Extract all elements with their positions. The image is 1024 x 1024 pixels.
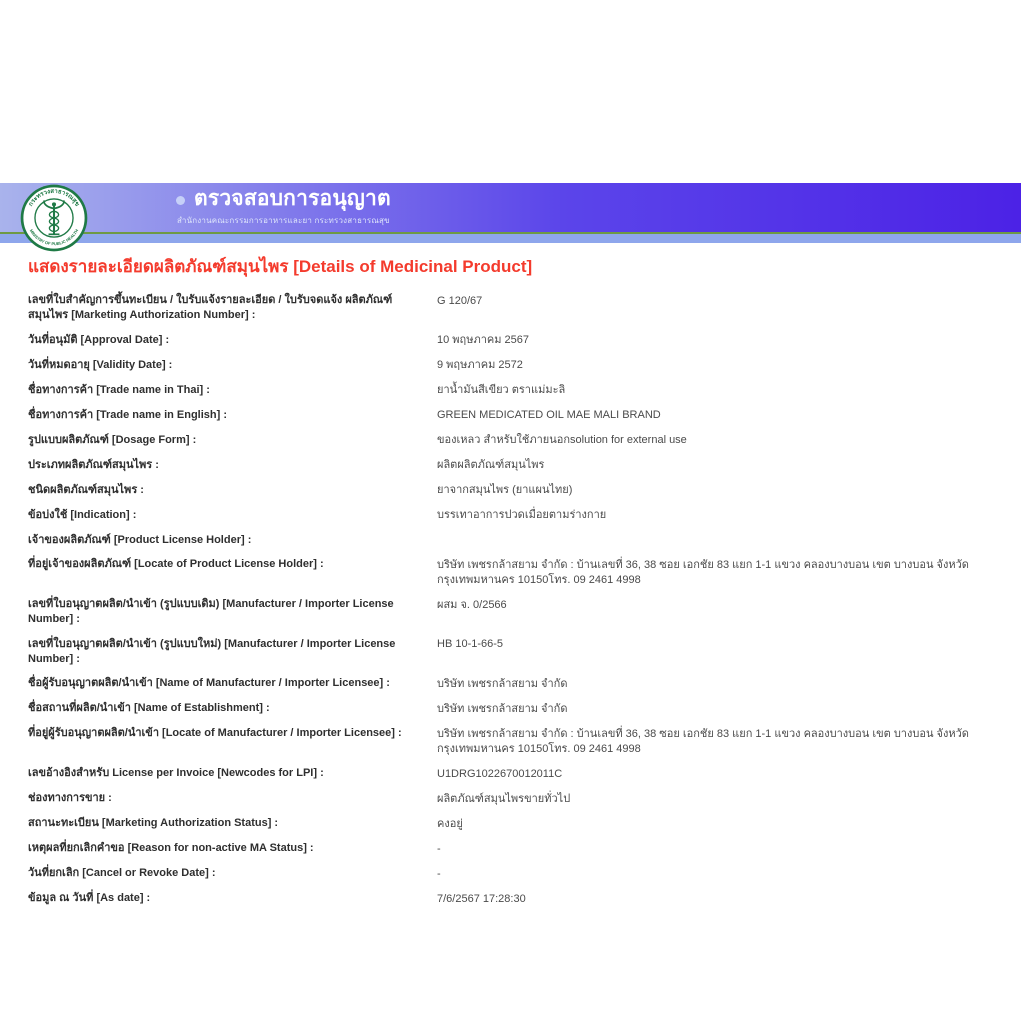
field-label: เลขอ้างอิงสำหรับ License per Invoice [Newcodes for LPI] : xyxy=(28,767,324,779)
header-subtitle: สำนักงานคณะกรรมการอาหารและยา กระทรวงสาธารณสุข xyxy=(177,216,390,225)
field-value: 10 พฤษภาคม 2567 xyxy=(437,334,530,346)
field-label: ช่องทางการขาย : xyxy=(28,792,112,804)
detail-row xyxy=(28,483,1000,499)
field-value xyxy=(437,533,1000,534)
detail-row xyxy=(28,333,1000,349)
detail-row xyxy=(28,533,1000,548)
field-value: บริษัท เพชรกล้าสยาม จำกัด xyxy=(437,677,568,690)
logo-arc-top-text: กระทรวงสาธารณสุข xyxy=(27,187,81,208)
field-label: ที่อยู่ผู้รับอนุญาตผลิต/นำเข้า [Locate of Manufacturer / Importer Licensee] : xyxy=(28,727,402,739)
field-label: ชื่อผู้รับอนุญาตผลิต/นำเข้า [Name of Manufacturer / Importer Licensee] : xyxy=(28,677,390,689)
detail-row xyxy=(28,433,1000,449)
header-bar xyxy=(0,183,1021,232)
field-label: ที่อยู่เจ้าของผลิตภัณฑ์ [Locate of Product License Holder] : xyxy=(28,558,324,570)
field-label: ชนิดผลิตภัณฑ์สมุนไพร : xyxy=(28,483,144,496)
detail-row xyxy=(28,841,1000,857)
field-value: บริษัท เพชรกล้าสยาม จำกัด xyxy=(437,702,568,715)
field-label: ประเภทผลิตภัณฑ์สมุนไพร : xyxy=(28,458,159,471)
field-label: เลขที่ใบอนุญาตผลิต/นำเข้า (รูปแบบเดิม) [Manufacturer / Importer License Number] : xyxy=(28,598,394,625)
detail-row xyxy=(28,816,1000,832)
field-label: สถานะทะเบียน [Marketing Authorization Status] : xyxy=(28,817,279,829)
field-value: บรรเทาอาการปวดเมื่อยตามร่างกาย xyxy=(437,509,607,521)
content xyxy=(28,250,1000,916)
field-value: บริษัท เพชรกล้าสยาม จำกัด : บ้านเลขที่ 36, 38 ซอย เอกชัย 83 แยก 1-1 แขวง คลองบางบอน เขต บางบอน จังหวัด กรุงเทพมหานคร 10150โทร. 09 2461 4998 xyxy=(437,727,969,755)
field-value: U1DRG1022670012011C xyxy=(437,767,563,780)
detail-row xyxy=(28,866,1000,882)
details-table xyxy=(28,293,1000,907)
field-label: รูปแบบผลิตภัณฑ์ [Dosage Form] : xyxy=(28,433,197,446)
field-value: ผสม จ. 0/2566 xyxy=(437,598,507,611)
field-value: G 120/67 xyxy=(437,294,483,307)
detail-row xyxy=(28,358,1000,374)
field-label: ชื่อทางการค้า [Trade name in Thai] : xyxy=(28,383,210,396)
detail-row xyxy=(28,726,1000,757)
detail-row xyxy=(28,637,1000,667)
detail-row xyxy=(28,557,1000,588)
field-value: 9 พฤษภาคม 2572 xyxy=(437,359,523,371)
detail-row xyxy=(28,383,1000,399)
moph-logo-icon xyxy=(20,184,88,252)
field-value: ผลิตผลิตภัณฑ์สมุนไพร xyxy=(437,459,545,471)
bullet-icon xyxy=(176,196,185,205)
page-title: แสดงรายละเอียดผลิตภัณฑ์สมุนไพร [Details of Medicinal Product] xyxy=(28,257,533,276)
field-value: ยาจากสมุนไพร (ยาแผนไทย) xyxy=(437,484,573,496)
field-label: ชื่อทางการค้า [Trade name in English] : xyxy=(28,408,228,421)
field-label: วันที่หมดอายุ [Validity Date] : xyxy=(28,358,173,371)
field-value: - xyxy=(437,867,441,880)
field-label: เลขที่ใบอนุญาตผลิต/นำเข้า (รูปแบบใหม่) [Manufacturer / Importer License Number] : xyxy=(28,637,396,665)
field-value: ผลิตภัณฑ์สมุนไพรขายทั่วไป xyxy=(437,792,571,805)
detail-row xyxy=(28,508,1000,524)
field-label: ชื่อสถานที่ผลิต/นำเข้า [Name of Establishment] : xyxy=(28,702,270,714)
field-value: GREEN MEDICATED OIL MAE MALI BRAND xyxy=(437,409,661,421)
field-value: บริษัท เพชรกล้าสยาม จำกัด : บ้านเลขที่ 36, 38 ซอย เอกชัย 83 แยก 1-1 แขวง คลองบางบอน เขต บางบอน จังหวัด กรุงเทพมหานคร 10150โทร. 09 2461 4998 xyxy=(437,558,969,586)
field-label: ข้อมูล ณ วันที่ [As date] : xyxy=(28,892,151,904)
detail-row xyxy=(28,676,1000,692)
field-label: เจ้าของผลิตภัณฑ์ [Product License Holder] : xyxy=(28,533,252,546)
header-blue-strip xyxy=(0,234,1021,243)
field-value: 7/6/2567 17:28:30 xyxy=(437,892,526,905)
detail-row xyxy=(28,597,1000,627)
header-text xyxy=(176,187,391,227)
field-value: HB 10-1-66-5 xyxy=(437,638,504,650)
field-value: - xyxy=(437,842,441,855)
field-label: ข้อบ่งใช้ [Indication] : xyxy=(28,508,137,521)
field-label: วันที่อนุมัติ [Approval Date] : xyxy=(28,333,170,346)
detail-row xyxy=(28,408,1000,424)
detail-row xyxy=(28,791,1000,807)
field-label: เหตุผลที่ยกเลิกคำขอ [Reason for non-active MA Status] : xyxy=(28,842,314,854)
detail-row xyxy=(28,891,1000,907)
field-label: วันที่ยกเลิก [Cancel or Revoke Date] : xyxy=(28,867,216,879)
field-value: ยาน้ำมันสีเขียว ตราแม่มะลิ xyxy=(437,384,566,396)
header-title: ตรวจสอบการอนุญาต xyxy=(194,187,391,210)
field-value: ของเหลว สำหรับใช้ภายนอกsolution for external use xyxy=(437,434,687,446)
detail-row xyxy=(28,458,1000,474)
field-value: คงอยู่ xyxy=(437,817,463,830)
detail-row xyxy=(28,701,1000,717)
detail-row xyxy=(28,293,1000,323)
field-label: เลขที่ใบสำคัญการขึ้นทะเบียน / ใบรับแจ้งรายละเอียด / ใบรับจดแจ้ง ผลิตภัณฑ์สมุนไพร [Marketing Authorization Number] : xyxy=(28,294,393,321)
logo-arc-bottom-text: MINISTRY OF PUBLIC HEALTH xyxy=(28,228,80,247)
detail-row xyxy=(28,766,1000,782)
